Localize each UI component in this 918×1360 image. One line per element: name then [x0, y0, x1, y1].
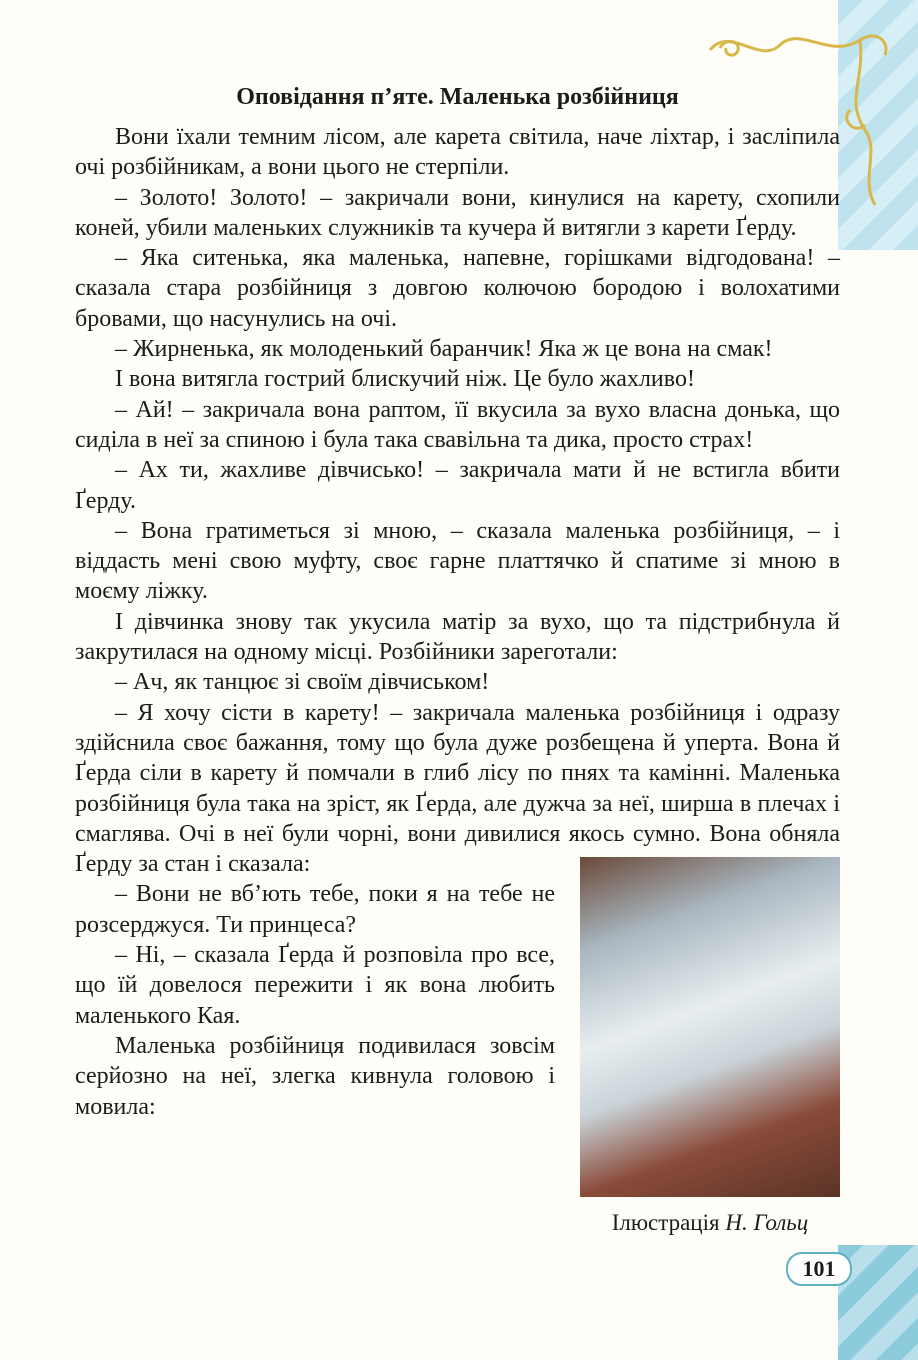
story-title: Оповідання п’яте. Маленька розбійниця [236, 84, 679, 110]
paragraph: – Жирненька, як молоденький баранчик! Яка ж це вона на смак! [115, 336, 773, 363]
paragraph: – Ай! – закричала вона раптом, її вкусила за вухо власна донька, що сиділа в неї за спиною і була така свавільна та дика, просто страх! [75, 396, 840, 453]
paragraph: – Ні, – сказала Ґерда й розповіла про все, що їй довелося пережити і як вона любить маленького Кая. [75, 942, 555, 1029]
illustration-caption: Ілюстрація Н. Гольц [611, 1210, 809, 1235]
page-number: 101 [786, 1252, 852, 1286]
paragraph: Вони їхали темним лісом, але карета світила, наче ліхтар, і засліпила очі розбійникам, а вони цього не стерпіли. [75, 124, 840, 181]
paragraph: – Золото! Золото! – закричали вони, кинулися на карету, схопили коней, убили маленьких служників та кучера й витягли з карети Ґерду. [75, 184, 840, 241]
paragraph: – Вона гратиметься зі мною, – сказала маленька розбійниця, – і віддасть мені свою муфту, своє гарне платтячко й спатиме зі мною в моєму ліжку. [75, 517, 840, 605]
illustrator-name: Н. Гольц [725, 1210, 809, 1235]
paragraph: І дівчинка знову так укусила матір за вухо, що та підстрибнула й закрутилася на одному місці. Розбійники зареготали: [75, 608, 840, 666]
paragraph: – Ах ти, жахливе дівчисько! – закричала мати й не встигла вбити Ґерду. [75, 457, 840, 514]
paragraph: – Яка ситенька, яка маленька, напевне, горішками відгодована! – сказала стара розбійниця з довгою колючою бородою і волохатими бровами, що насунулись на очі. [75, 245, 840, 332]
paragraph: – Вони не вб’ють тебе, поки я на тебе не розсерджуся. Ти принцеса? [75, 881, 555, 938]
illustration-image [580, 857, 840, 1197]
paragraph: – Ач, як танцює зі своїм дівчиськом! [115, 669, 490, 696]
paragraph: І вона витягла гострий блискучий ніж. Це було жахливо! [115, 366, 695, 393]
paragraph: – Я хочу сісти в карету! – закричала маленька розбійниця і одразу здійснила своє бажання, тому що була дуже розбещена й уперта. Вона й Ґерда сіли в карету й помчали в глиб лісу по пнях та камінні. Маленька розбійниця була така на зріст, як Ґерда, але дужча за неї, ширша в плечах і смаглява. Очі в неї були чорні, вони дивилися якось сумно. Вона обняла Ґерду за стан і сказала: [75, 699, 840, 878]
paragraph: Маленька розбійниця подивилася зовсім серйозно на неї, злегка кивнула головою і мовила: [75, 1032, 555, 1120]
